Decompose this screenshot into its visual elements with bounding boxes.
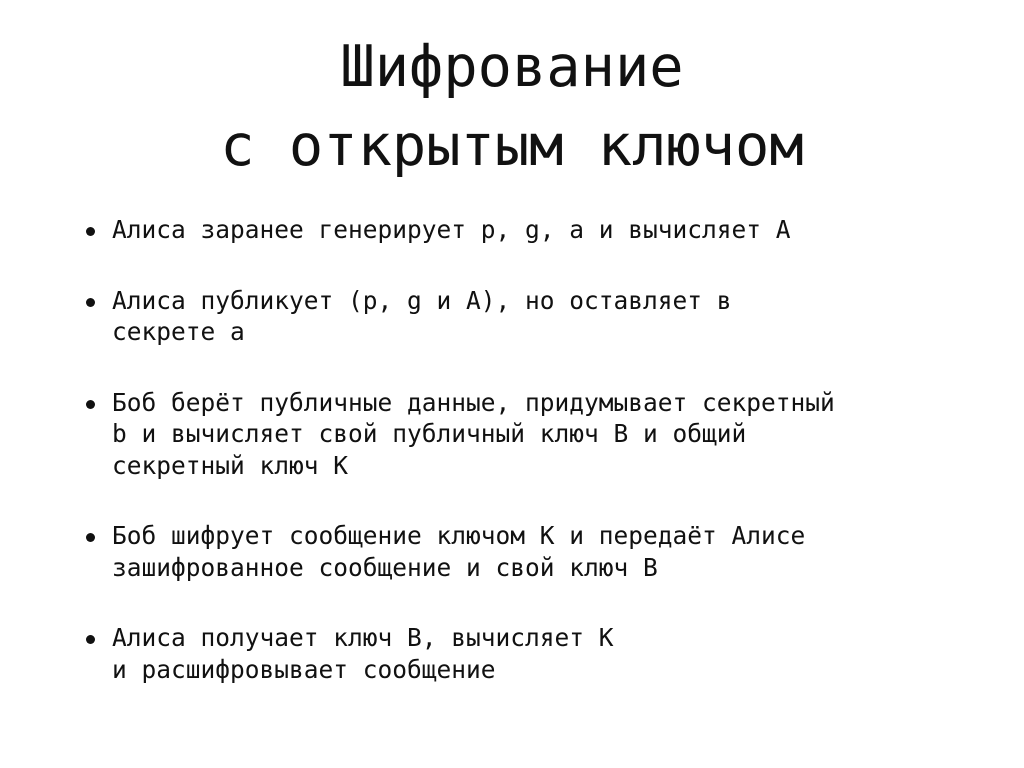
bullet-item-4: Боб шифрует сообщение ключом K и передаёт Алисе зашифрованное сообщение и свой ключ B — [86, 520, 986, 583]
bullet-item-5: Алиса получает ключ B, вычисляет K и расшифровывает сообщение — [86, 622, 986, 685]
bullet-item-1: Алиса заранее генерирует p, g, a и вычисляет A — [86, 214, 986, 246]
slide-title-line-2: с открытым ключом — [220, 113, 804, 179]
slide-title — [0, 28, 1024, 186]
bullet-list — [86, 214, 986, 724]
bullet-item-2: Алиса публикует (p, g и A), но оставляет в секрете a — [86, 285, 986, 348]
bullet-item-3: Боб берёт публичные данные, придумывает секретный b и вычисляет свой публичный ключ B и общий секретный ключ K — [86, 387, 986, 482]
slide-title-line-1: Шифрование — [340, 34, 684, 100]
